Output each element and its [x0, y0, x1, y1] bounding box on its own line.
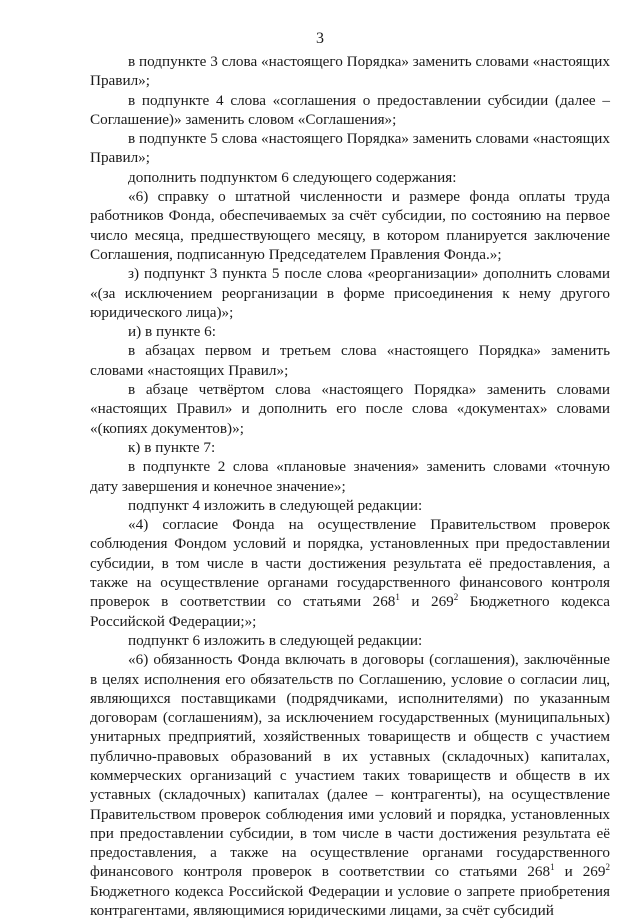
- document-body: [90, 52, 610, 920]
- paragraph: и) в пункте 6:: [128, 323, 216, 341]
- superscript: 2: [605, 862, 610, 873]
- paragraph: з) подпункт 3 пункта 5 после слова «реорганизации» дополнить словами «(за исключением реорганизации в форме присоединения к нему другого юридического лица)»;: [90, 265, 610, 321]
- paragraph: подпункт 6 изложить в следующей редакции:: [128, 631, 423, 649]
- superscript: 2: [453, 592, 459, 603]
- paragraph: в подпункте 2 слова «плановые значения» заменить словами «точную дату завершения и конечное значение»;: [90, 458, 610, 495]
- paragraph: «6) справку о штатной численности и размере фонда оплаты труда работников Фонда, обеспечиваемых за счёт субсидии, по состоянию на первое число месяца, предшествующего месяцу, в котором планируется заключение Соглашения, подписанную Председателем Правления Фонда.»;: [90, 188, 610, 263]
- paragraph: дополнить подпунктом 6 следующего содержания:: [128, 168, 457, 186]
- page-number: 3: [316, 30, 324, 47]
- paragraph: в подпункте 5 слова «настоящего Порядка» заменить словами «настоящих Правил»;: [90, 130, 610, 167]
- superscript: 1: [550, 862, 555, 873]
- paragraph: «4) согласие Фонда на осуществление Правительством проверок соблюдения Фондом условий и порядка, установленных при предоставлении субсидии, в том числе в части достижения результата её предоставления, а также на осуществление органами государственного финансового контроля проверок в соответствии со статьями $268^1$ и $269^2$ Бюджетного кодекса Российской Федерации;»;: [90, 516, 610, 630]
- paragraph: в подпункте 4 слова «соглашения о предоставлении субсидии (далее – Соглашение)» заменить словом «Соглашения»;: [90, 91, 610, 128]
- paragraph: в подпункте 3 слова «настоящего Порядка» заменить словами «настоящих Правил»;: [90, 53, 610, 90]
- paragraph: в абзацах первом и третьем слова «настоящего Порядка» заменить словами «настоящих Правил»;: [90, 342, 610, 379]
- paragraph: «6) обязанность Фонда включать в договоры (соглашения), заключённые в целях исполнения его обязательств по Соглашению, условие о согласии лиц, являющихся поставщиками (подрядчиками, исполнителями) по указанным договорам (соглашениям), за исключением государственных (муниципальных) унитарных предприятий, хозяйственных товариществ и обществ с участием публично-правовых образований в их уставных (складочных) капиталах, коммерческих организаций с участием таких товариществ и обществ в их уставных (складочных) капиталах (далее – контрагенты), на осуществление Правительством проверок соблюдения ими условий и порядка, установленных при предоставлении субсидии, в том числе в части достижения результата её предоставления, а также на осуществление органами государственного финансового контроля проверок в соответствии со статьями $268^1$ и $269^2$ Бюджетного кодекса Российской Федерации и условие о запрете приобретения контрагентами, являющимися юридическими лицами, за счёт субсидий: [90, 651, 610, 920]
- paragraph: к) в пункте 7:: [128, 438, 216, 456]
- paragraph: подпункт 4 изложить в следующей редакции:: [128, 496, 423, 514]
- superscript: 1: [395, 592, 400, 603]
- paragraph: в абзаце четвёртом слова «настоящего Порядка» заменить словами «настоящих Правил» и дополнить его после слова «документах» словами «(копиях документов)»;: [90, 381, 610, 437]
